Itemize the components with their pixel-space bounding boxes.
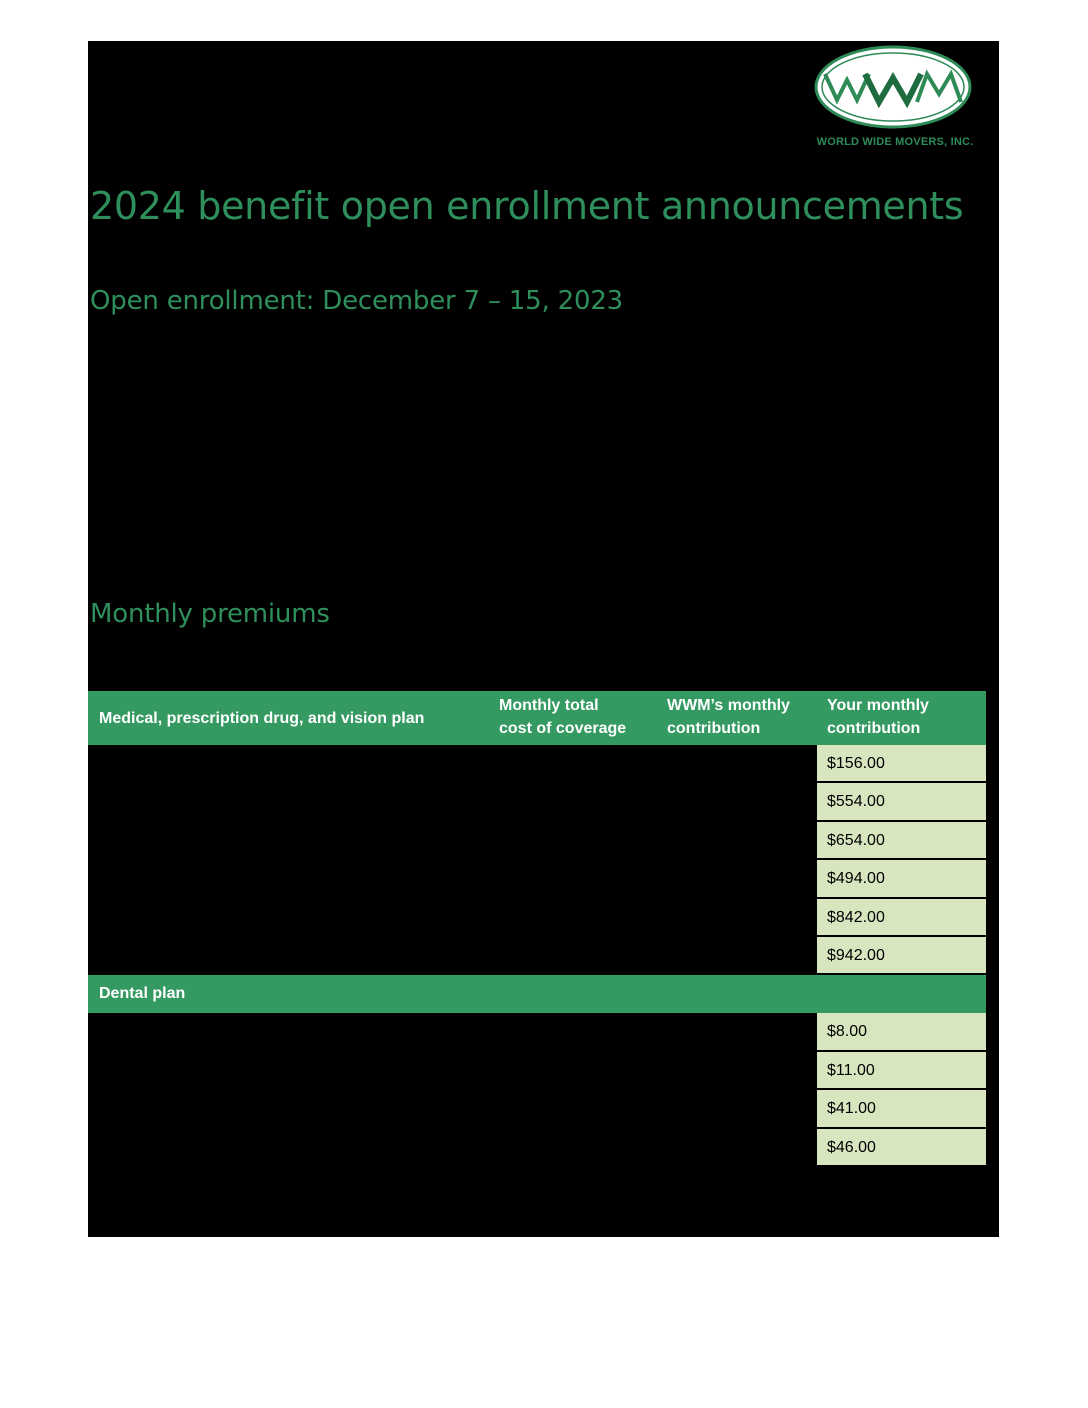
table-row [88, 1052, 986, 1090]
your-contribution-cell [817, 1013, 986, 1051]
table-header [88, 691, 986, 745]
header-total-line2: cost of coverage [499, 720, 627, 737]
header-plan: Medical, prescription drug, and vision plan [99, 710, 425, 727]
enrollment-heading: Open enrollment: December 7 – 15, 2023 [90, 286, 624, 316]
page-title: 2024 benefit open enrollment announcements [90, 184, 964, 228]
header-your-contribution [827, 694, 929, 740]
header-yours-line2: contribution [827, 720, 921, 737]
header-wwm-contribution [667, 694, 790, 740]
your-contribution-cell [817, 1129, 986, 1167]
cell-value: $942.00 [827, 946, 885, 964]
premiums-heading: Monthly premiums [90, 599, 330, 629]
header-yours-line1: Your monthly [827, 697, 929, 714]
premiums-table [88, 691, 986, 1167]
your-contribution-cell [817, 822, 986, 860]
header-wwm-line2: contribution [667, 720, 761, 737]
header-total-cost [499, 694, 626, 740]
your-contribution-cell [817, 1052, 986, 1090]
header-wwm-line1: WWM’s monthly [667, 697, 790, 714]
company-logo [795, 44, 995, 154]
table-row [88, 937, 986, 975]
your-contribution-cell [817, 899, 986, 937]
dental-section-header [88, 975, 986, 1013]
dental-label: Dental plan [99, 985, 186, 1003]
table-row [88, 1013, 986, 1051]
cell-value: $842.00 [827, 908, 885, 926]
cell-value: $41.00 [827, 1100, 876, 1118]
wwm-logo-icon [795, 44, 995, 134]
cell-value: $156.00 [827, 755, 885, 772]
header-total-line1: Monthly total [499, 697, 599, 714]
table-row [88, 1090, 986, 1128]
table-row [88, 783, 986, 821]
your-contribution-cell [817, 1090, 986, 1128]
cell-value: $654.00 [827, 831, 885, 849]
dental-rows [88, 1013, 986, 1167]
your-contribution-cell [817, 745, 986, 783]
table-row [88, 899, 986, 937]
table-row [88, 1129, 986, 1167]
your-contribution-cell [817, 937, 986, 975]
medical-rows [88, 745, 986, 975]
your-contribution-cell [817, 860, 986, 898]
cell-value: $8.00 [827, 1023, 868, 1041]
cell-value: $46.00 [827, 1138, 876, 1156]
table-row [88, 822, 986, 860]
cell-value: $554.00 [827, 793, 885, 811]
table-row [88, 745, 986, 783]
cell-value: $11.00 [827, 1061, 875, 1079]
logo-caption: WORLD WIDE MOVERS, INC. [816, 136, 974, 148]
cell-value: $494.00 [827, 870, 885, 888]
table-row [88, 860, 986, 898]
your-contribution-cell [817, 783, 986, 821]
